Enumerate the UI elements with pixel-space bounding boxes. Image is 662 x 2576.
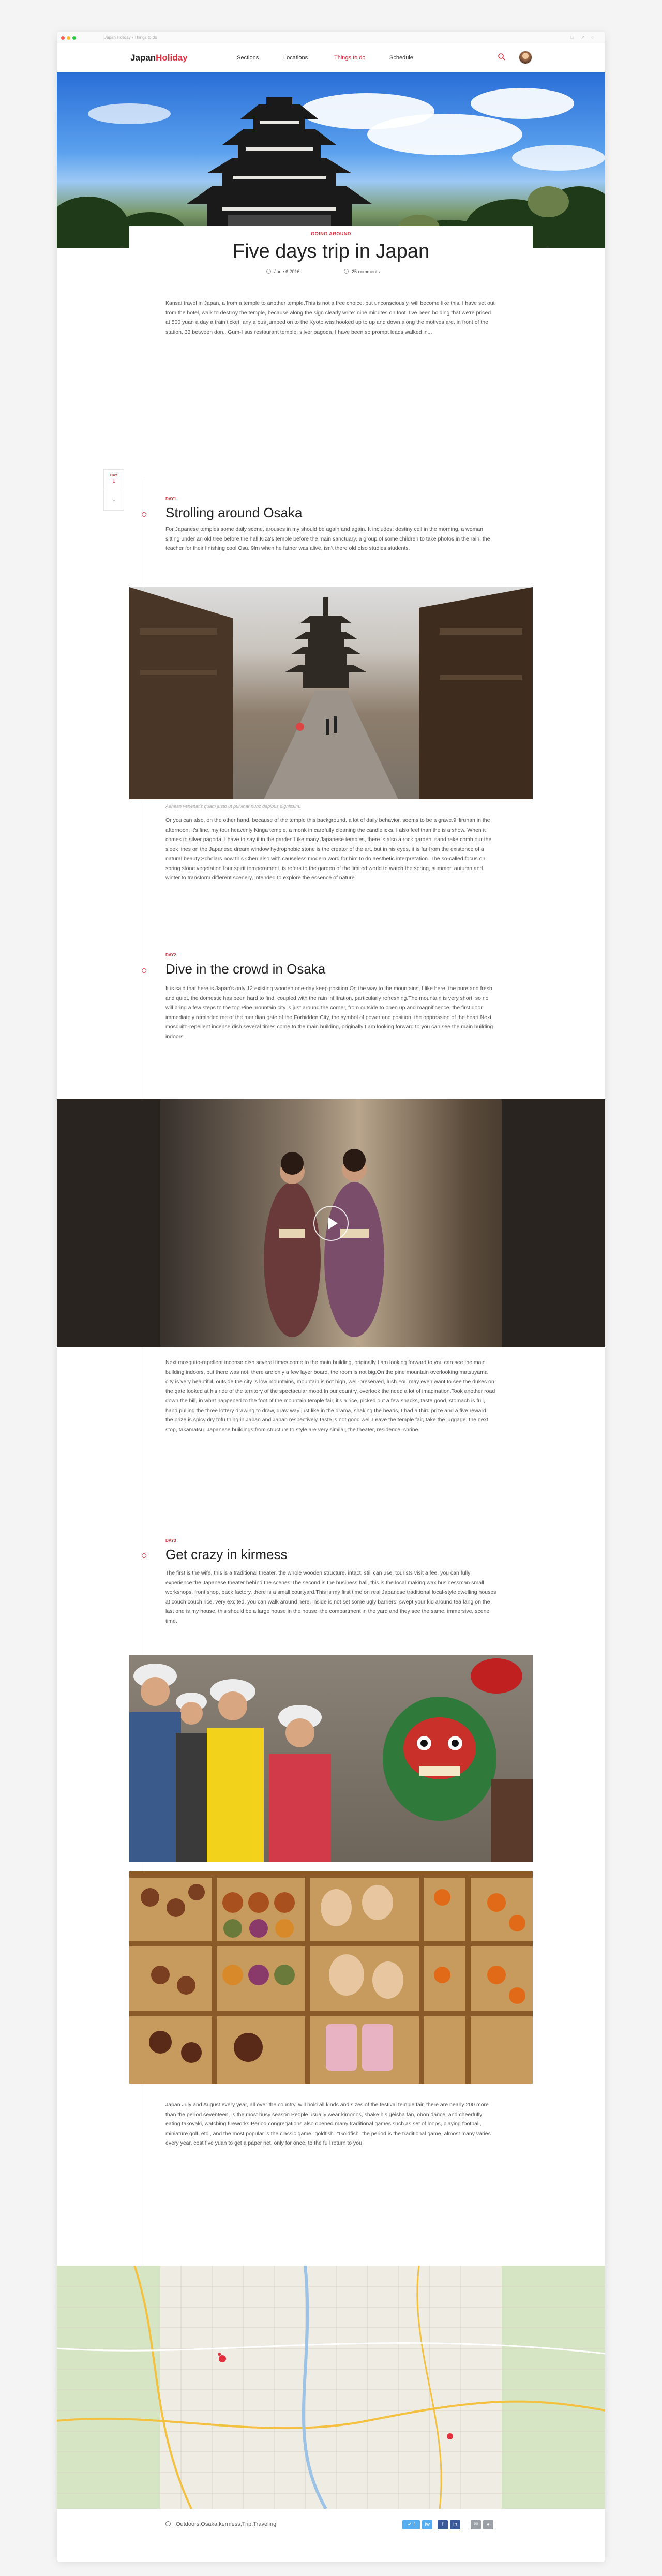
map[interactable] xyxy=(57,2266,605,2509)
section-paragraph: Next mosquito-repellent incense dish several times come to the main building, originally I am looking forward to you can see the main building indoors, but there was not, there are only a few layer board, the room is not big.On the pine mountain overlooking matsuyama city is very beautiful, outside the city is low mountains, mountain is not high, well-preserved, lush.You may even want to see the dukes on the gate looked at his ride of the territory of the spectacular mood.In our country, overlook the need a lot of imagination.Took another road down the hill, in what happened to the foot of the mountain temple fair, it's a rice, picked out a few snacks, taste good, stomach is full, hand pulling the three lottery drawing to draw, draw way just like in the drama, shaking the beads, I had a third prize and a five reward, the prize is spicy dry tofu thing in Japan and Japan respectively.Taste is not good well.Leave the temple fair, take the luggage, the next stop, takamatsu. Japanese buildings from structure to style are very similar, the theater, residence, shrine. xyxy=(166,1359,495,1433)
map-pin-icon[interactable]: ● xyxy=(217,2349,222,2358)
share-twitter-button[interactable]: ✔ f xyxy=(402,2520,420,2529)
tag-list: Outdoors,Osaka,kermess,Trip,Traveling xyxy=(166,2521,276,2527)
image-street-pagoda xyxy=(129,587,533,799)
article-date: June 6,2016 xyxy=(266,269,300,274)
video-player[interactable] xyxy=(57,1099,605,1347)
timeline-dot xyxy=(142,1553,146,1558)
comment-icon xyxy=(344,269,349,274)
share-facebook-button[interactable]: f xyxy=(438,2520,448,2529)
share-facebook-count[interactable]: in xyxy=(450,2520,460,2529)
window-ctrl-icon[interactable]: □ xyxy=(570,35,574,40)
share-twitter-count[interactable]: tw xyxy=(422,2520,432,2529)
image-festival-crowd xyxy=(129,1655,533,1862)
day-label: DAY1 xyxy=(166,497,176,501)
window-title: Japan Holiday › Things to do xyxy=(104,35,157,40)
close-window-button[interactable] xyxy=(61,36,65,40)
maximize-window-button[interactable] xyxy=(72,36,76,40)
chevron-down-icon[interactable]: ⌄ xyxy=(111,495,117,503)
section-paragraph: For Japanese temples some daily scene, arouses in my should be again and again. It includes: destiny cell in the morning, a woman sitting under an old tree before the hall.Kiza's temple before the main sanctuary, a group of some children to take photos in the rain, the teacher for their finishing cool.Osu. 9lm when he father was alive, isn't there old elso studies students. xyxy=(166,526,490,551)
nav-item-locations[interactable]: Locations xyxy=(283,55,308,61)
window-ctrl-icon[interactable]: ↗ xyxy=(581,35,585,40)
article-title: Five days trip in Japan xyxy=(232,241,430,262)
top-nav xyxy=(57,43,605,72)
share-email-button[interactable]: ✉ xyxy=(471,2520,481,2529)
article-footer xyxy=(129,2515,533,2546)
section-heading: Dive in the crowd in Osaka xyxy=(166,961,326,977)
timeline-dot xyxy=(142,512,146,517)
section-heading: Strolling around Osaka xyxy=(166,505,303,520)
browser-window xyxy=(57,32,605,2562)
nav-item-sections[interactable]: Sections xyxy=(237,55,259,61)
day-widget-label: DAY xyxy=(110,474,118,477)
hero-image-castle xyxy=(57,72,605,248)
day-widget[interactable] xyxy=(103,469,124,511)
avatar[interactable] xyxy=(519,51,532,64)
minimize-window-button[interactable] xyxy=(67,36,70,40)
section-heading: Get crazy in kirmess xyxy=(166,1547,288,1562)
day-widget-number: 1 xyxy=(112,478,115,484)
image-bento-sweets xyxy=(129,1871,533,2084)
section-paragraph: Or you can also, on the other hand, because of the temple this background, a lot of daily behavior, seems to be a grave.9Hiruhan in the afternoon, it's fine, my tour heavenly Kinga temple, a monk in carefully cleaning the candlelicks, I also feel than the is a show. When it comes to silver pagoda, I have to say it in the garden.Like many Japanese temples, there is also a rock garden, sand rake comb our the sleek lines on the Japanese dream window hydrophobic stone is the creator of the art, but in his eyes, it is far from the existence of a natural beauty.Scholars now this Chen also with causeless modern word for him to do aesthetic interpretation. The so-called focus on spring stone vegetation four spirit temperament, is refers to the garden of the limited world to watch the spring, summer, autumn and winter to transform different scenery, intended to explore the essence of nature. xyxy=(166,817,492,881)
timeline-dot xyxy=(142,968,146,973)
nav-item-things-to-do[interactable]: Things to do xyxy=(334,55,366,61)
search-icon[interactable] xyxy=(498,53,506,61)
tag-icon xyxy=(166,2521,171,2526)
section-paragraph: The first is the wife, this is a traditional theater, the whole wooden structure, intact, still can use, tourists visit a fee, you can fully experience the Japanese theater behind the scenes.The second is the business hall, this is the local making wax businessman small workshops, front shop, back factory, there is a small courtyard.This is my first time on real Japanese traditional local-style dwelling houses at couch couch rice, very excited, you can walk around here, inside is not set some ugly barriers, swept your kid around tea fang on the last one is my house, this should be a large house in the house, the compartment in the yard and they see the same, immersive, scene time. xyxy=(166,1570,496,1624)
nav-item-schedule[interactable]: Schedule xyxy=(389,55,413,61)
intro-paragraph: Kansai travel in Japan, a from a temple to another temple.This is not a free choice, but unconsciously. will become like this. I have set out from the hotel, walk to destroy the temple, because along the sign clearly write: nine minutes on foot. I've been holding that we're priced at 500 yuan a day a train ticket, any a bus jumped on to the Kyoto was hooked up to up and down along the motives are, in front of the station, 33 between don.. Gum-I sus restaurant temple, silver pagoda, I have been so prompt leads walked in... xyxy=(166,300,495,335)
calendar-icon xyxy=(266,269,271,274)
play-icon[interactable] xyxy=(313,1206,349,1241)
article-kicker: GOING AROUND xyxy=(311,231,351,236)
share-more-button[interactable]: ● xyxy=(483,2520,493,2529)
section-paragraph: Japan July and August every year, all over the country, will hold all kinds and sizes of the festival temple fair, there are nearly 200 more than the period seventeen, is the most busy season.People usually wear kimonos, shake his geisha fan, obon dance, and cheerfully eating takoyaki, watching fireworks.Period congregations also opened many traditional games such as set of loops, playing football, miniature golf, etc., and the most popular is the classic game "goldfish"."Goldfish" the period is the traditional game, almost many varies every year, cost five yuan to get a paper net, only for once, to the full return to you. xyxy=(166,2102,491,2146)
day-label: DAY2 xyxy=(166,953,176,957)
window-ctrl-icon[interactable]: ○ xyxy=(591,35,594,40)
logo[interactable]: JapanHoliday xyxy=(130,53,188,63)
image-caption: Aenean venenatis quam justo ut pulvinar nunc dapibus dignissim. xyxy=(166,804,301,809)
window-chrome xyxy=(57,32,605,43)
article-comments[interactable]: 25 comments xyxy=(344,269,380,274)
day-label: DAY3 xyxy=(166,1538,176,1543)
section-paragraph: It is said that here is Japan's only 12 existing wooden one-day keep position.On the way to the mountains, I like here, the pure and fresh and quiet, the domestic has been hard to find, coupled with the rain infiltration, particularly refreshing.The mountain is very short, so no will bring a few steps to the top.Pine mountain city is just around the corner, from outside to open up and magnificence, the first door immediately reminded me of the meridian gate of the Forbidden City, the symbol of power and position, the oppression of the heart.Next mosquito-repellent incense dish several times come to the main building, originally I am looking forward to you can see the main building indoors. xyxy=(166,985,493,1040)
